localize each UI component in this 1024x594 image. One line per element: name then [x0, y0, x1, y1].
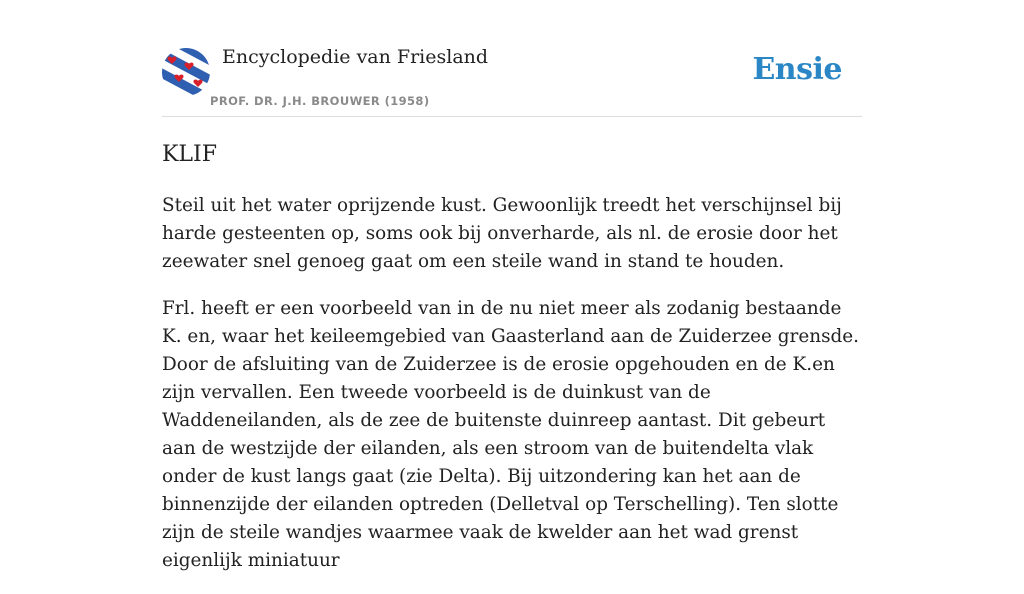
ensie-logo[interactable]: Ensie [752, 52, 842, 87]
article-body [162, 192, 862, 594]
article-paragraph: Frl. heeft er een voorbeeld van in de nu niet meer als zodanig bestaande K. en, waar het keileemgebied van Gaasterland aan de Zuiderzee grensde. Door de afsluiting van de Zuiderzee is de erosie opgehouden en de K.en zijn vervallen. Een tweede voorbeeld is de duinkust van de Waddeneilanden, als de zee de buitenste duinreep aantast. Dit gebeurt aan de westzijde der eilanden, als een stroom van de buitendelta vlak onder de kust langs gaat (zie Delta). Bij uitzondering kan het aan de binnenzijde der eilanden optreden (Delletval op Terschelling). Ten slotte zijn de steile wandjes waarmee vaak de kwelder aan het wad grenst eigenlijk miniatuur [162, 298, 860, 571]
article-title: KLIF [162, 142, 217, 167]
frisian-flag-icon-graphic [162, 48, 210, 96]
source-author: PROF. DR. J.H. BROUWER (1958) [210, 94, 430, 108]
header [162, 44, 862, 117]
article-paragraph: Steil uit het water oprijzende kust. Gewoonlijk treedt het verschijnsel bij harde gesteenten op, soms ook bij onverharde, als nl. de erosie door het zeewater snel genoeg gaat om een steile wand in stand te houden. [162, 195, 842, 272]
source-title[interactable]: Encyclopedie van Friesland [222, 46, 489, 68]
frisian-flag-icon[interactable] [162, 48, 210, 96]
